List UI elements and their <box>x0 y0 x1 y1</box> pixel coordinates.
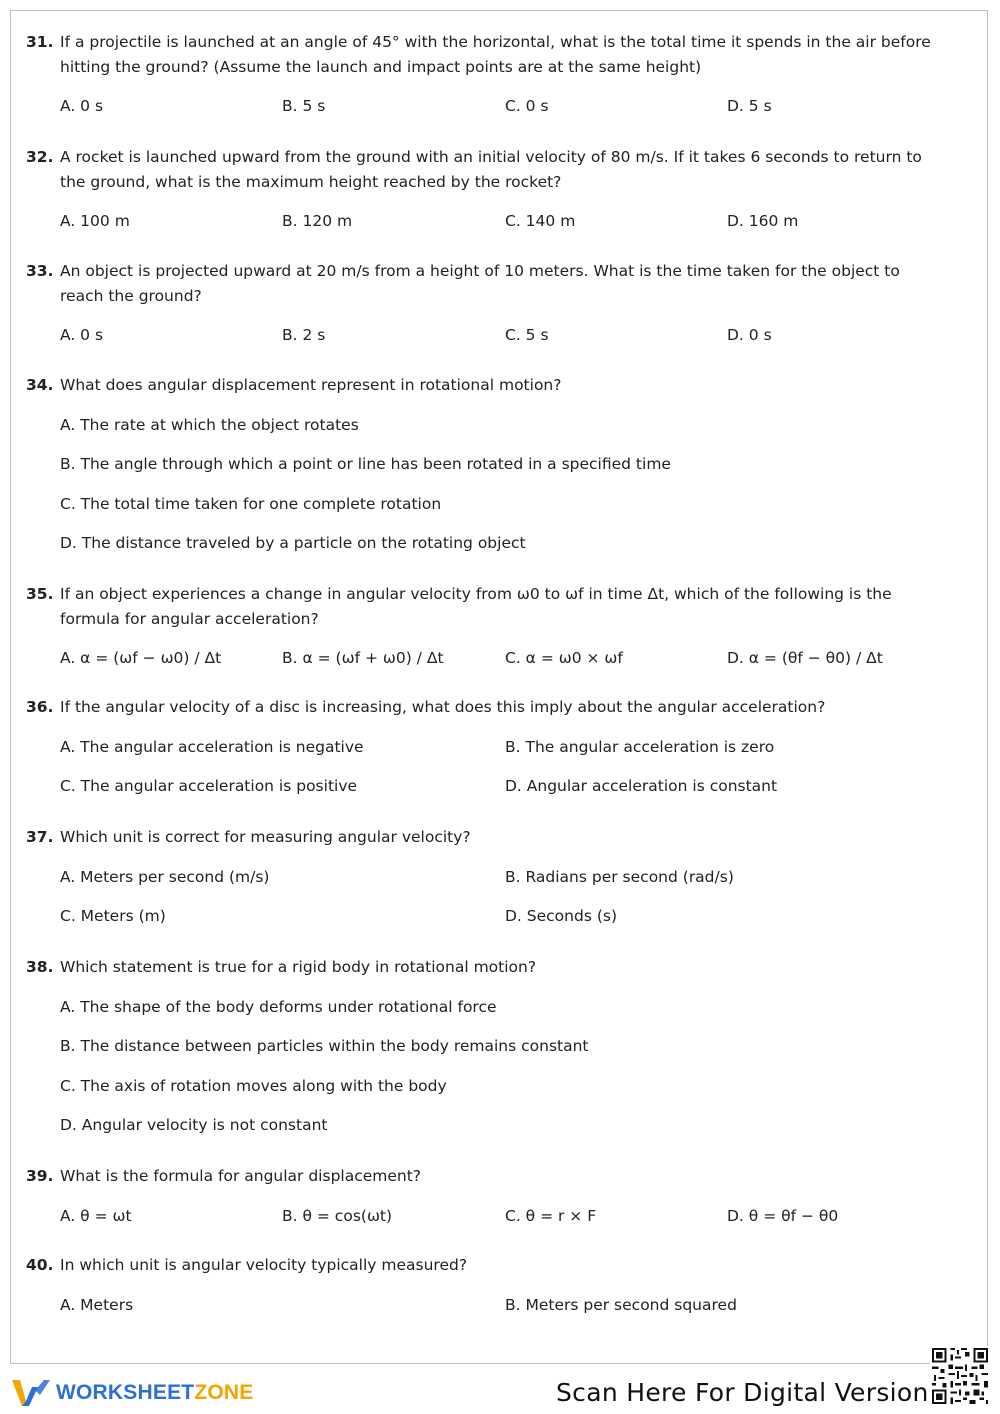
question-text: If an object experiences a change in angular velocity from ω0 to ωf in time Δt, which of the following is the formula for angular acceleration? <box>60 585 892 628</box>
question-33 <box>26 259 936 347</box>
option-b[interactable]: B. Meters per second squared <box>505 1295 737 1314</box>
option-b[interactable]: B. The distance between particles within the body remains constant <box>60 1037 589 1055</box>
question-35 <box>26 582 936 670</box>
question-number: 36. <box>26 698 54 716</box>
question-number: 39. <box>26 1167 54 1185</box>
question-40 <box>26 1253 936 1317</box>
option-c[interactable]: C. 0 s <box>505 97 549 115</box>
option-a[interactable]: A. θ = ωt <box>60 1206 132 1225</box>
option-d[interactable]: D. Angular acceleration is constant <box>505 777 778 795</box>
question-number: 33. <box>26 262 54 280</box>
option-b[interactable]: B. The angle through which a point or line has been rotated in a specified time <box>60 455 671 473</box>
option-a[interactable]: A. 0 s <box>60 97 104 115</box>
option-d[interactable]: D. 5 s <box>727 97 772 115</box>
option-d[interactable]: D. The distance traveled by a particle on the rotating object <box>60 534 526 552</box>
option-a[interactable]: A. The shape of the body deforms under rotational force <box>60 997 497 1016</box>
qr-code-icon[interactable] <box>930 1346 990 1406</box>
question-number: 35. <box>26 585 54 603</box>
option-d[interactable]: D. θ = θf − θ0 <box>727 1206 839 1225</box>
question-text: Which unit is correct for measuring angular velocity? <box>60 828 471 846</box>
question-number: 38. <box>26 958 54 976</box>
question-number: 31. <box>26 33 54 51</box>
scan-caption: Scan Here For Digital Version <box>556 1378 929 1407</box>
brand-name-part1: WORKSHEET <box>56 1381 195 1404</box>
question-text: Which statement is true for a rigid body in rotational motion? <box>60 958 537 976</box>
option-c[interactable]: C. 140 m <box>505 212 576 230</box>
question-39 <box>26 1164 936 1228</box>
option-b[interactable]: B. 2 s <box>282 326 326 344</box>
option-b[interactable]: B. 5 s <box>282 97 326 115</box>
option-d[interactable]: D. α = (θf − θ0) / Δt <box>727 649 883 667</box>
option-a[interactable]: A. 0 s <box>60 326 104 344</box>
question-text: If the angular velocity of a disc is increasing, what does this imply about the angular acceleration? <box>60 698 826 716</box>
option-a[interactable]: A. Meters <box>60 1295 134 1314</box>
question-text: In which unit is angular velocity typically measured? <box>60 1256 468 1274</box>
option-b[interactable]: B. θ = cos(ωt) <box>282 1206 393 1225</box>
question-number: 37. <box>26 828 54 846</box>
question-text: If a projectile is launched at an angle of 45° with the horizontal, what is the total time it spends in the air before hitting the ground? (Assume the launch and impact points are at the same height) <box>60 33 931 76</box>
option-b[interactable]: B. Radians per second (rad/s) <box>505 867 734 886</box>
option-c[interactable]: C. Meters (m) <box>60 907 166 925</box>
option-d[interactable]: D. Angular velocity is not constant <box>60 1116 328 1134</box>
question-31 <box>26 30 936 118</box>
brand-logo[interactable] <box>10 1376 253 1410</box>
option-c[interactable]: C. The axis of rotation moves along with the body <box>60 1076 447 1095</box>
option-b[interactable]: B. 120 m <box>282 212 353 230</box>
option-a[interactable]: A. The rate at which the object rotates <box>60 415 359 434</box>
option-d[interactable]: D. Seconds (s) <box>505 907 618 925</box>
question-text: A rocket is launched upward from the ground with an initial velocity of 80 m/s. If it takes 6 seconds to return to the ground, what is the maximum height reached by the rocket? <box>60 148 922 191</box>
option-c[interactable]: C. The angular acceleration is positive <box>60 777 358 795</box>
question-number: 40. <box>26 1256 54 1274</box>
question-36 <box>26 695 936 798</box>
brand-name-part2: ZONE <box>194 1381 254 1404</box>
worksheet-zone-logo-icon <box>10 1377 50 1409</box>
question-number: 32. <box>26 148 54 166</box>
option-c[interactable]: C. The total time taken for one complete rotation <box>60 494 442 513</box>
question-text: An object is projected upward at 20 m/s from a height of 10 meters. What is the time taken for the object to reach the ground? <box>60 262 900 305</box>
question-37 <box>26 825 936 928</box>
brand-name <box>56 1381 253 1405</box>
option-d[interactable]: D. 160 m <box>727 212 799 230</box>
option-a[interactable]: A. 100 m <box>60 212 130 230</box>
question-number: 34. <box>26 376 54 394</box>
question-38 <box>26 955 936 1137</box>
option-c[interactable]: C. θ = r × F <box>505 1206 597 1225</box>
question-text: What does angular displacement represent in rotational motion? <box>60 376 562 394</box>
option-a[interactable]: A. α = (ωf − ω0) / Δt <box>60 649 222 667</box>
question-text: What is the formula for angular displacement? <box>60 1167 422 1185</box>
option-c[interactable]: C. α = ω0 × ωf <box>505 649 623 667</box>
question-34 <box>26 373 936 555</box>
option-c[interactable]: C. 5 s <box>505 326 549 344</box>
option-b[interactable]: B. α = (ωf + ω0) / Δt <box>282 649 444 667</box>
option-a[interactable]: A. The angular acceleration is negative <box>60 737 364 756</box>
option-d[interactable]: D. 0 s <box>727 326 772 344</box>
option-a[interactable]: A. Meters per second (m/s) <box>60 867 270 886</box>
option-b[interactable]: B. The angular acceleration is zero <box>505 737 775 756</box>
question-32 <box>26 145 936 233</box>
